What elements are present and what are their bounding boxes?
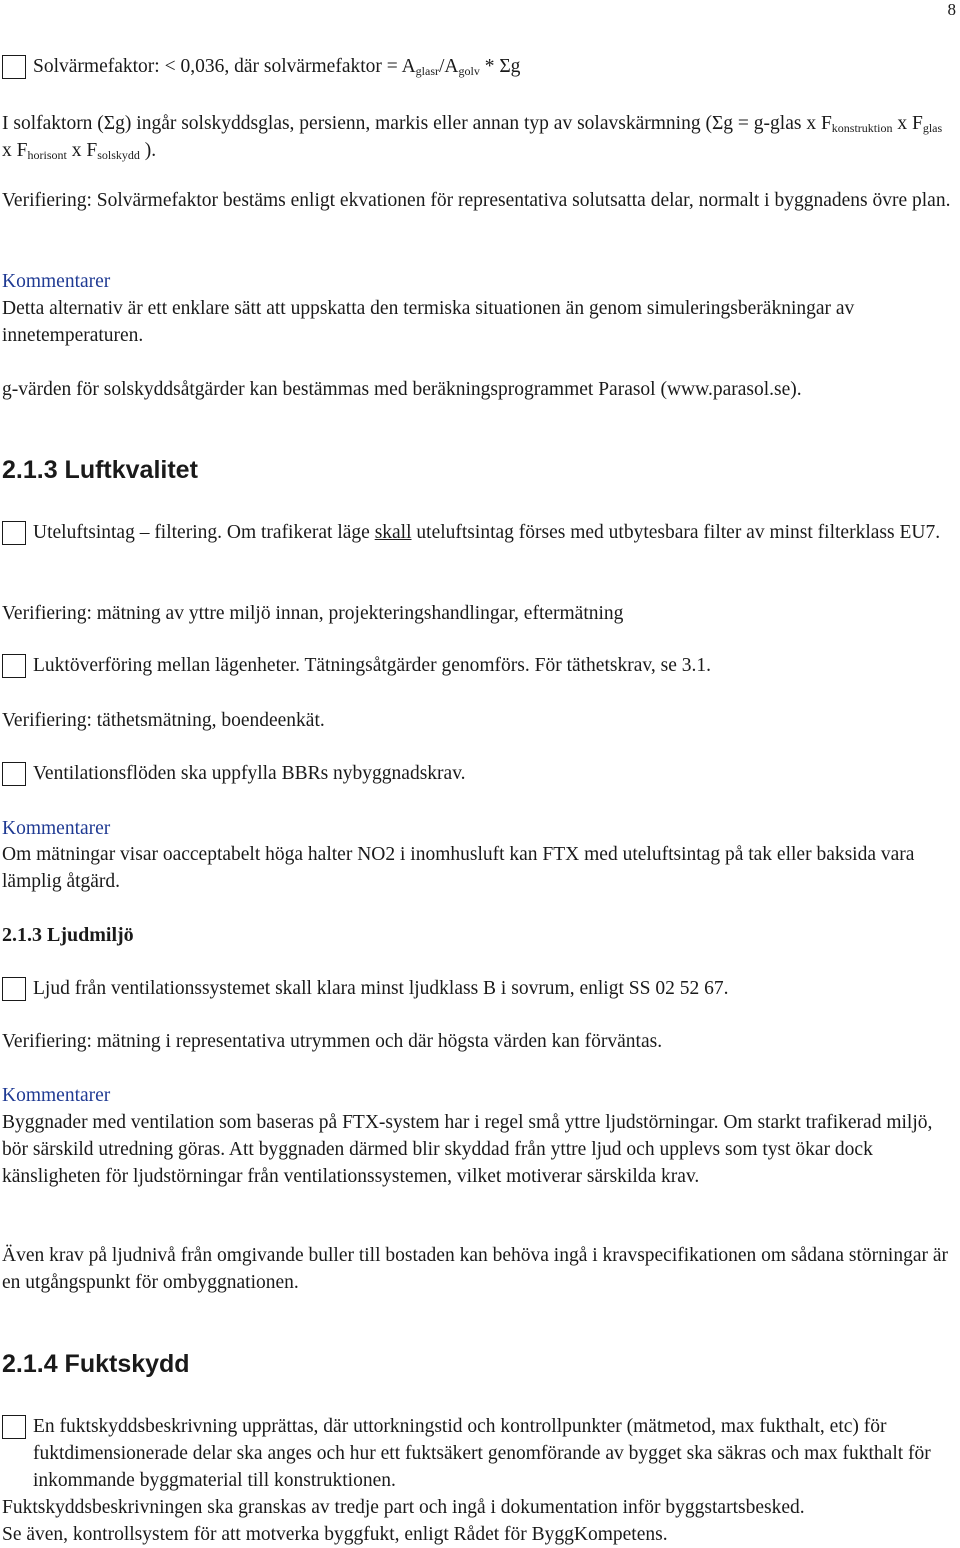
ventilationsfloden-item <box>2 760 954 787</box>
kommentar-solvarme: Detta alternativ är ett enklare sätt att uppskatta den termiska situationen än genom simuleringsberäkningar av innetemperaturen. <box>2 298 855 346</box>
kommentarer-label: Kommentarer <box>2 271 111 292</box>
uteluftsintag-item <box>2 519 954 546</box>
luktoverforing-text: Luktöverföring mellan lägenheter. Tätningsåtgärder genomförs. För täthetskrav, se 3.1. <box>33 655 711 676</box>
uteluftsintag-text: Uteluftsintag – filtering. Om trafikerat läge skall uteluftsintag förses med utbytesbara filter av minst filterklass EU7. <box>33 522 941 543</box>
section-heading-luftkvalitet: 2.1.3 Luftkvalitet <box>2 456 198 484</box>
verifiering-solvarme: Verifiering: Solvärmefaktor bestäms enligt ekvationen för representativa solutsatta delar, normalt i byggnadens övre plan. <box>2 190 951 211</box>
section-heading-ljudmiljo: 2.1.3 Ljudmiljö <box>2 924 134 946</box>
verifiering-luft-1: Verifiering: mätning av yttre miljö innan, projekteringshandlingar, eftermätning <box>2 603 624 624</box>
section-heading-fuktskydd: 2.1.4 Fuktskydd <box>2 1350 190 1378</box>
checkbox[interactable] <box>2 977 26 1001</box>
se-aven-paragraph: Se även, kontrollsystem för att motverka byggfukt, enligt Rådet för ByggKompetens. <box>2 1524 668 1545</box>
checkbox[interactable] <box>2 654 26 678</box>
verifiering-luft-2: Verifiering: täthetsmätning, boendeenkät. <box>2 710 325 731</box>
kommentar-ljud: Byggnader med ventilation som baseras på FTX-system har i regel små yttre ljudstörningar. Om starkt trafikerad miljö, bör särskild utredning göras. Att byggnaden därmed blir skyddad från yttre ljud och upplevs som tyst ökar dock känsligheten för ljudstörningar från ventilationssystemen, vilket motiverar särskilda krav. <box>2 1112 933 1187</box>
fuktskyddsbeskrivning-text: En fuktskyddsbeskrivning upprättas, där uttorkningstid och kontrollpunkter (mätmetod, max fukthalt, etc) för fuktdimensionerade delar ska anges och hur ett fuktsäkert genomförande av bygget ska säkras och max fukthalt för inkommande byggmaterial till konstruktionen. <box>33 1416 931 1491</box>
granskning-paragraph: Fuktskyddsbeskrivningen ska granskas av tredje part och ingå i dokumentation inför byggstartsbesked. <box>2 1497 805 1518</box>
ljud-ventilation-text: Ljud från ventilationssystemet skall klara minst ljudklass B i sovrum, enligt SS 02 52 67. <box>33 978 729 999</box>
checkbox[interactable] <box>2 55 26 79</box>
solvarmefaktor-text: Solvärmefaktor: < 0,036, där solvärmefaktor = $A_{glasr}/A_{golv}$ * Σg <box>33 56 521 78</box>
solfaktor-paragraph: I solfaktorn (Σg) ingår solskyddsglas, persienn, markis eller annan typ av solavskärmning (Σg = g-glas x $F_{konstruktion}$ x $F_{glas}$ x $F_{horisont}$ x $F_{solskydd}$ ). <box>2 113 943 162</box>
luktoverforing-item <box>2 652 954 679</box>
solvarmefaktor-item <box>2 53 954 80</box>
ventilationsfloden-text: Ventilationsflöden ska uppfylla BBRs nybyggnadskrav. <box>33 763 466 784</box>
aven-krav-paragraph: Även krav på ljudnivå från omgivande buller till bostaden kan behöva ingå i kravspecifikationen om sådana störningar är en utgångspunkt för ombyggnationen. <box>2 1245 948 1293</box>
page-number: 8 <box>947 0 956 19</box>
verifiering-ljud: Verifiering: mätning i representativa utrymmen och där högsta värden kan förväntas. <box>2 1031 663 1052</box>
kommentar-luft: Om mätningar visar oacceptabelt höga halter NO2 i inomhusluft kan FTX med uteluftsintag på tak eller baksida vara lämplig åtgärd. <box>2 844 915 892</box>
kommentarer-label: Kommentarer <box>2 818 111 839</box>
g-varden-paragraph: g-värden för solskyddsåtgärder kan bestämmas med beräkningsprogrammet Parasol (www.parasol.se). <box>2 379 802 400</box>
checkbox[interactable] <box>2 521 26 545</box>
checkbox[interactable] <box>2 762 26 786</box>
kommentarer-label: Kommentarer <box>2 1085 111 1106</box>
checkbox[interactable] <box>2 1415 26 1439</box>
ljud-ventilation-item <box>2 975 954 1002</box>
fuktskyddsbeskrivning-item <box>2 1413 954 1494</box>
